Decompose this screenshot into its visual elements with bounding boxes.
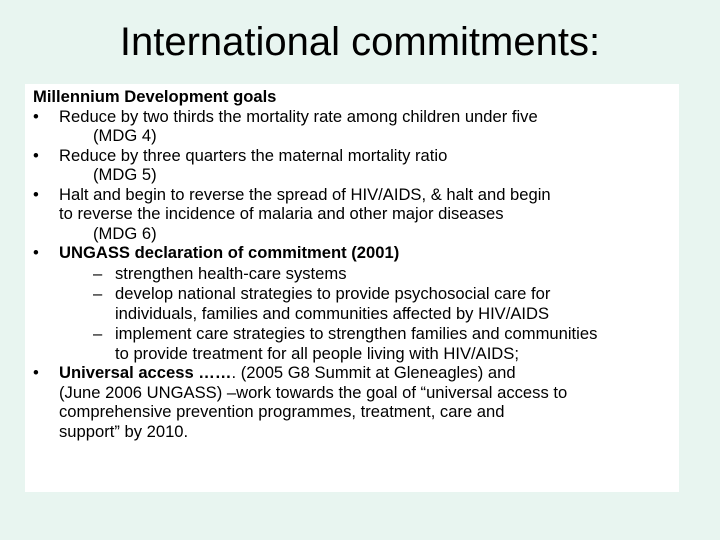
universal-label: Universal access ……	[59, 363, 232, 382]
sub-list-item-text: to provide treatment for all people living with HIV/AIDS;	[115, 343, 519, 363]
sub-list-item	[33, 284, 673, 323]
dash-icon: –	[93, 263, 103, 283]
sub-list-item	[33, 264, 673, 284]
list-item-universal	[33, 363, 673, 441]
universal-text: (June 2006 UNGASS) –work towards the goal of “universal access to	[59, 382, 568, 402]
sub-list-item-text: develop national strategies to provide psychosocial care for	[115, 284, 551, 303]
list-item-text: Reduce by three quarters the maternal mortality ratio	[59, 145, 448, 165]
slide-title: International commitments:	[119, 20, 601, 64]
sub-list-item-text: individuals, families and communities affected by HIV/AIDS	[115, 303, 550, 323]
sub-list-item-text: implement care strategies to strengthen families and communities	[115, 324, 598, 343]
bullet-icon: •	[33, 363, 39, 382]
universal-text: . (2005 G8 Summit at Gleneagles) and	[231, 363, 516, 382]
list-item	[33, 185, 673, 244]
bullet-icon: •	[33, 145, 39, 165]
ungass-label: UNGASS declaration of commitment (2001)	[59, 243, 400, 262]
bullet-icon: •	[33, 184, 39, 204]
sub-list-item-text: strengthen health-care systems	[115, 263, 347, 283]
list-item	[33, 107, 673, 146]
content-box	[25, 84, 679, 492]
list-item-text: Halt and begin to reverse the spread of HIV/AIDS, & halt and begin	[59, 184, 551, 204]
universal-line	[59, 363, 673, 383]
bullet-icon: •	[33, 106, 39, 126]
list-item	[33, 146, 673, 185]
universal-text: support” by 2010.	[59, 421, 189, 441]
universal-text: comprehensive prevention programmes, treatment, care and	[59, 402, 505, 421]
list-item-ungass	[33, 243, 673, 263]
dash-icon: –	[93, 284, 103, 303]
section-heading: Millennium Development goals	[33, 87, 277, 106]
dash-icon: –	[93, 324, 103, 343]
list-item-text: (MDG 6)	[93, 223, 157, 243]
sub-list-item	[33, 324, 673, 363]
list-item-text: (MDG 5)	[93, 165, 157, 184]
list-item-text: to reverse the incidence of malaria and other major diseases	[59, 204, 504, 223]
bullet-icon: •	[33, 243, 39, 262]
list-item-text: Reduce by two thirds the mortality rate among children under five	[59, 106, 538, 126]
list-item-text: (MDG 4)	[93, 126, 157, 145]
